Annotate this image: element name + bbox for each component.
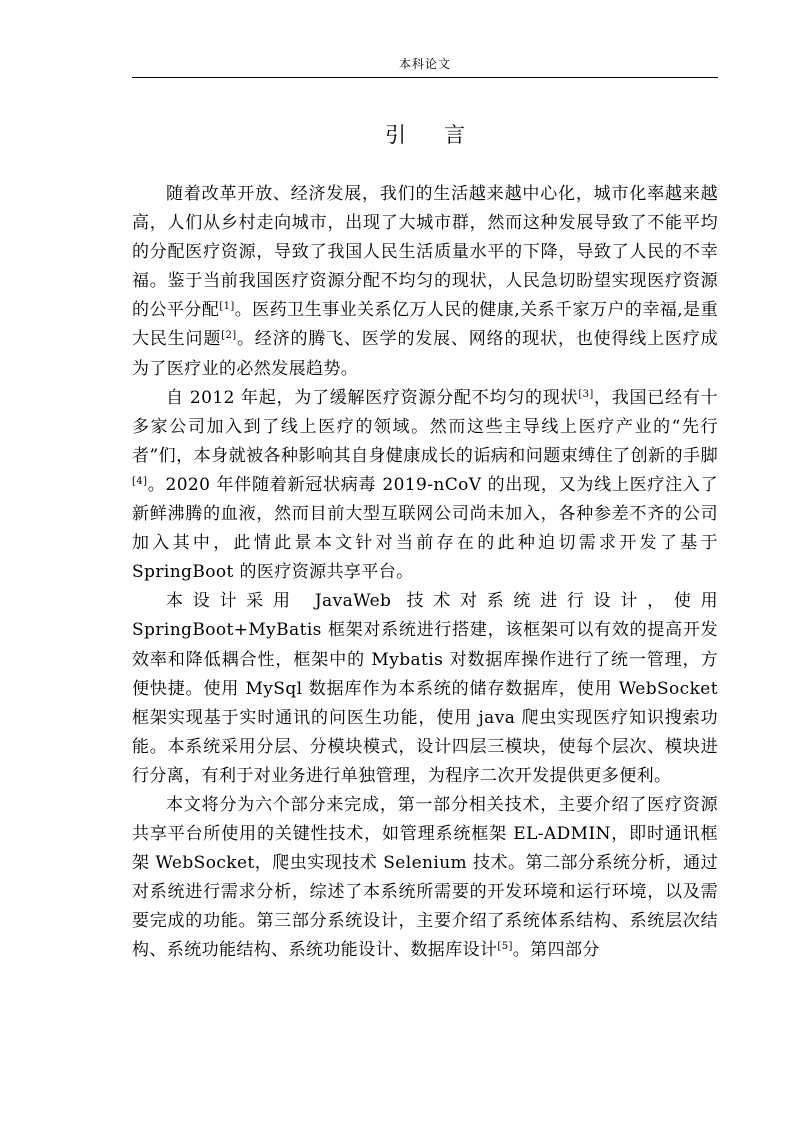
text-run: 。2020 年伴随着新冠状病毒 2019-nCoV 的出现，又为线上医疗注入了新鲜沸腾的血液，然而目前大型互联网公司尚未加入，各种参差不齐的公司加入其中，此情此景本文针对当前存在的此种迫切需求开发了基于 SpringBoot 的医疗资源共享平台。 bbox=[132, 474, 718, 583]
running-header: 本科论文 bbox=[398, 57, 451, 71]
body-text bbox=[132, 180, 718, 966]
text-run: 随着改革开放、经济发展，我们的生活越来越中心化，城市化率越来越高，人们从乡村走向城市，出现了大城市群，然而这种发展导致了不能平均的分配医疗资源，导致了我国人民生活质量水平的下降，导致了人民的不幸福。鉴于当前我国医疗资源分配不均匀的现状，人民急切盼望实现医疗资源的公平分配 bbox=[132, 184, 718, 321]
text-run: 。经济的腾飞、医学的发展、网络的现状，也使得线上医疗成为了医疗业的必然发展趋势。 bbox=[132, 329, 718, 379]
paragraph-3 bbox=[132, 587, 718, 791]
text-run: 。第四部分 bbox=[512, 940, 600, 961]
text-run: 。医药卫生事业关系亿万人民的健康,关系千家万户的幸福,是重大民生问题 bbox=[132, 300, 719, 350]
paragraph-2 bbox=[132, 384, 718, 588]
citation-marker: [4] bbox=[132, 475, 148, 487]
citation-marker: [1] bbox=[219, 301, 235, 313]
citation-marker: [3] bbox=[578, 388, 594, 400]
paragraph-1 bbox=[132, 180, 718, 384]
header-rule bbox=[132, 77, 718, 78]
citation-marker: [5] bbox=[497, 941, 513, 953]
text-run: ，我国已经有十多家公司加入到了线上医疗的领域。然而这些主导线上医疗产业的“先行者”们，本身就被各种影响其自身健康成长的诟病和问题束缚住了创新的手脚 bbox=[132, 387, 718, 466]
chapter-title: 引言 bbox=[385, 123, 503, 147]
citation-marker: [2] bbox=[221, 330, 237, 342]
paragraph-4 bbox=[132, 791, 718, 966]
text-run: 自 2012 年起，为了缓解医疗资源分配不均匀的现状 bbox=[166, 387, 579, 408]
text-run: 本设计采用 JavaWeb 技术对系统进行设计，使用 SpringBoot+MyBatis 框架对系统进行搭建，该框架可以有效的提高开发效率和降低耦合性，框架中的 Mybatis 对数据库操作进行了统一管理，方便快捷。使用 MySql 数据库作为本系统的储存数据库，使用 WebSocket 框架实现基于实时通讯的问医生功能，使用 java 爬虫实现医疗知识搜索功能。本系统采用分层、分模块模式，设计四层三模块，使每个层次、模块进行分离，有利于对业务进行单独管理，为程序二次开发提供更多便利。 bbox=[132, 591, 718, 786]
text-run: 本文将分为六个部分来完成，第一部分相关技术，主要介绍了医疗资源共享平台所使用的关键性技术，如管理系统框架 EL-ADMIN，即时通讯框架 WebSocket，爬虫实现技术 Selenium 技术。第二部分系统分析，通过对系统进行需求分析，综述了本系统所需要的开发环境和运行环境，以及需要完成的功能。第三部分系统设计，主要介绍了系统体系结构、系统层次结构、系统功能结构、系统功能设计、数据库设计 bbox=[132, 794, 718, 961]
